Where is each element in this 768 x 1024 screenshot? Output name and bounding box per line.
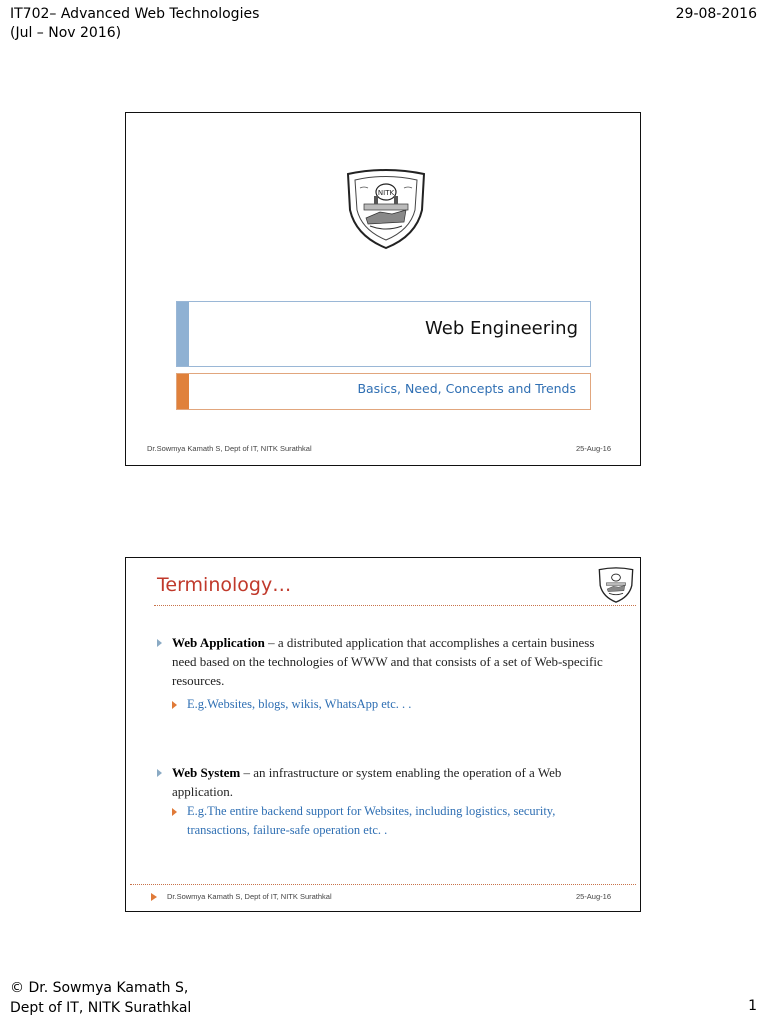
course-title: IT702– Advanced Web Technologies — [10, 6, 260, 22]
slide-terminology — [125, 557, 641, 912]
bullet-term: Web System — [172, 765, 241, 780]
heading-divider — [154, 605, 636, 606]
subtitle-accent-bar — [177, 374, 189, 409]
footer-divider — [130, 884, 636, 885]
title-accent-bar — [177, 302, 189, 366]
slide-subtitle: Basics, Need, Concepts and Trends — [357, 381, 576, 396]
bullet-triangle-icon — [157, 769, 162, 777]
department-line: Dept of IT, NITK Surathkal — [10, 999, 192, 1016]
footer-triangle-icon — [151, 893, 157, 901]
example-text: E.g.Websites, blogs, wikis, WhatsApp etc. . . — [187, 697, 412, 711]
slide-main-title: Web Engineering — [425, 318, 578, 339]
sub-bullet-example — [172, 802, 592, 840]
bullet-triangle-icon — [172, 808, 177, 816]
bullet-term: Web Application — [172, 635, 265, 650]
slide-title — [125, 112, 641, 466]
svg-text:NITK: NITK — [377, 189, 395, 197]
bullet-web-application — [157, 633, 617, 690]
example-text: E.g.The entire backend support for Websites, including logistics, security, transactions, failure-safe operation etc. . — [187, 804, 556, 837]
slide-footer-date: 25-Aug-16 — [575, 444, 611, 453]
sub-bullet-example — [172, 695, 592, 714]
bullet-definition: – a distributed application that accomplishes a certain business need based on the technologies of WWW and that consists of a set of Web-specific resources. — [172, 635, 603, 688]
slide-subtitle-box — [176, 373, 591, 410]
page-header-course — [10, 5, 259, 43]
page-header-date: 29-08-2016 — [675, 6, 757, 22]
slide-footer-date: 25-Aug-16 — [575, 892, 611, 901]
slide-heading: Terminology… — [157, 574, 292, 596]
bullet-triangle-icon — [172, 701, 177, 709]
slide-title-box — [176, 301, 591, 367]
page-number: 1 — [748, 998, 757, 1014]
bullet-web-system — [157, 763, 617, 801]
course-term: (Jul – Nov 2016) — [10, 25, 122, 41]
nitk-emblem — [344, 168, 428, 250]
page-footer-copyright — [10, 979, 191, 1018]
slide-footer-author: Dr.Sowmya Kamath S, Dept of IT, NITK Surathkal — [167, 892, 332, 901]
slide-footer-author: Dr.Sowmya Kamath S, Dept of IT, NITK Surathkal — [147, 444, 312, 453]
copyright-line: © Dr. Sowmya Kamath S, — [10, 980, 189, 996]
nitk-emblem — [597, 567, 635, 603]
bullet-triangle-icon — [157, 639, 162, 647]
bullet-definition: – an infrastructure or system enabling the operation of a Web application. — [172, 765, 562, 799]
